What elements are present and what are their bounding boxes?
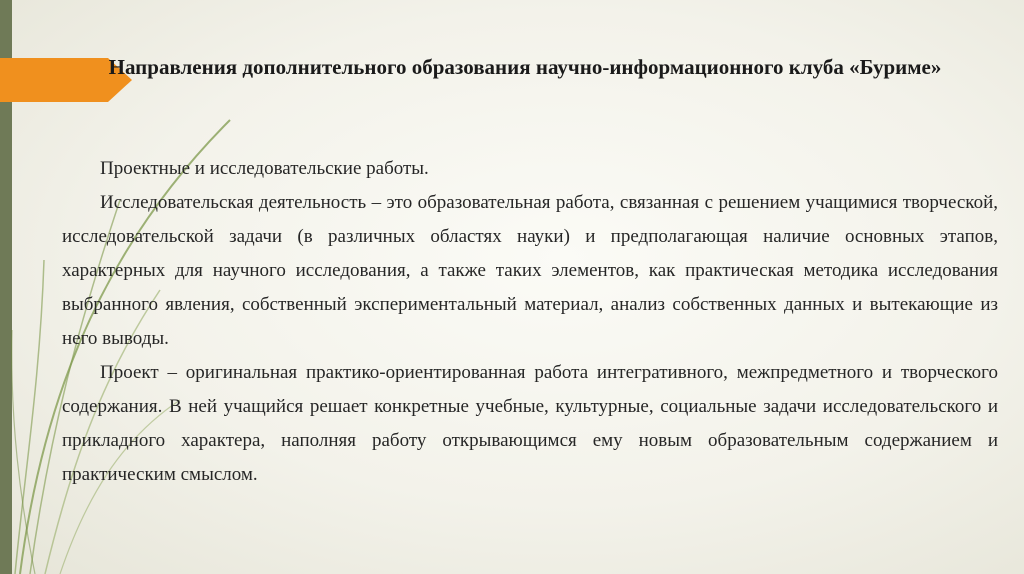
slide-content bbox=[62, 152, 998, 492]
section-heading: Проектные и исследовательские работы. bbox=[100, 158, 429, 179]
paragraph-project: Проект – оригинальная практико-ориентированная работа интегративного, межпредметного и творческого содержания. В ней учащийся решает конкретные учебные, культурные, социальные задачи исследовательского и прикладного характера, наполняя работу открывающимся ему новым образовательным содержанием и практическим смыслом. bbox=[62, 362, 998, 485]
slide-title: Направления дополнительного образования научно-информационного клуба «Буриме» bbox=[108, 55, 942, 79]
paragraph-research: Исследовательская деятельность – это образовательная работа, связанная с решением учащимися творческой, исследовательской задачи (в различных областях науки) и предполагающая наличие основных этапов, характерных для научного исследования, а также таких элементов, как практическая методика исследования выбранного явления, собственный экспериментальный материал, анализ собственных данных и вытекающие из него выводы. bbox=[62, 192, 998, 349]
